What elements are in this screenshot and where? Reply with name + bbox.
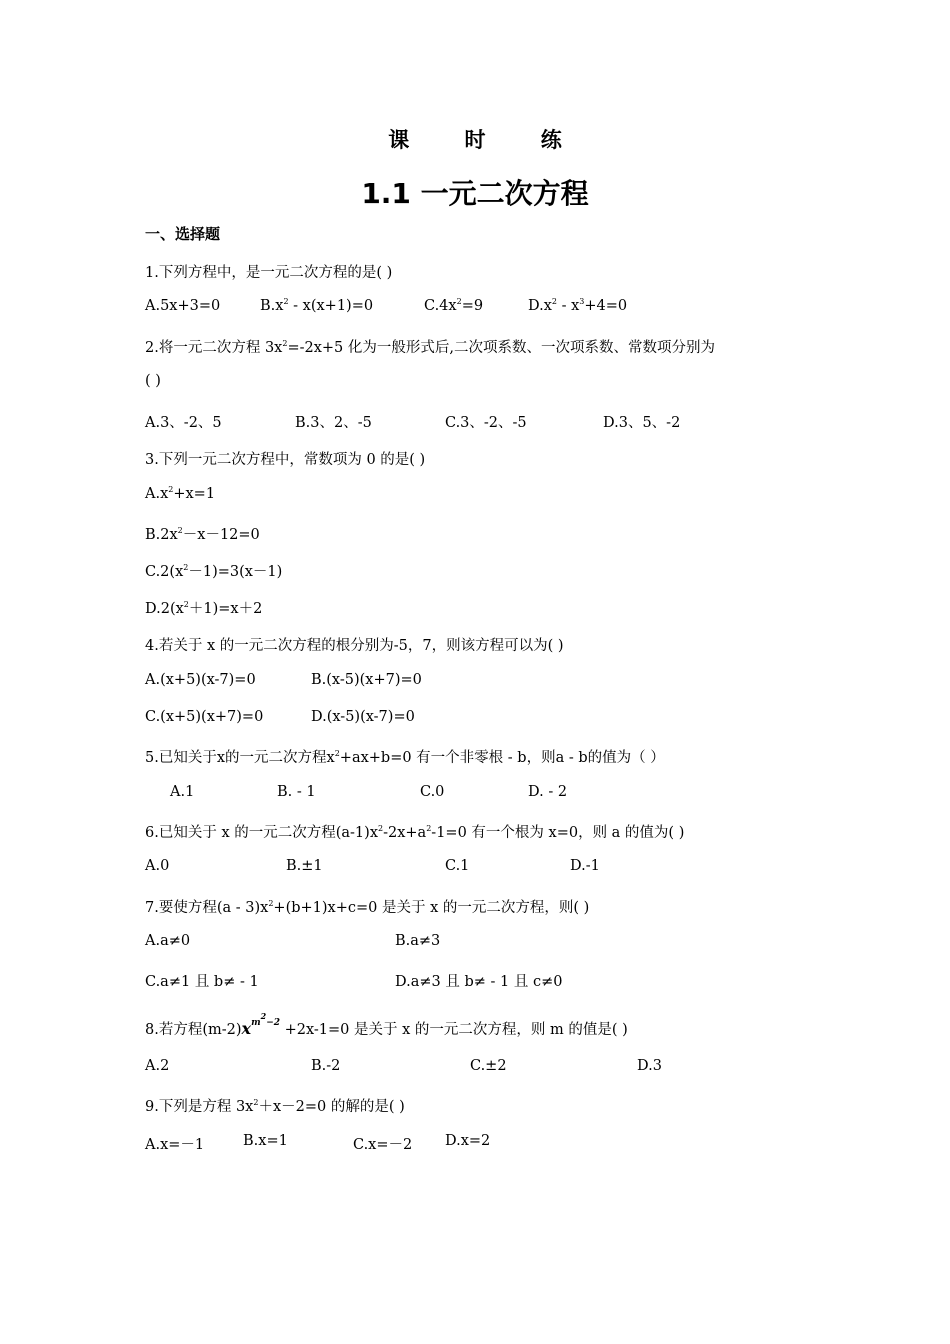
q5-option-c: C.0	[420, 784, 445, 800]
q6-option-b: B.±1	[286, 858, 323, 874]
question-4-stem: 4.若关于 x 的一元二次方程的根分别为-5，7，则该方程可以为( )	[145, 638, 564, 654]
question-7-stem: 7.要使方程$(a - 3)x^2+(b+1)x+c=0$ 是关于 x 的一元二次方程，则( )	[145, 899, 590, 916]
question-6-stem: 6.已知关于 x 的一元二次方程$(a-1)x^2-2x+a^2-1=0$ 有一个根为 x=0，则 a 的值为( )	[145, 824, 685, 841]
q2-option-c: C.3、-2、-5	[445, 415, 527, 431]
q7-option-a: A.a≠0	[145, 933, 191, 949]
section-heading: 一、选择题	[145, 225, 221, 243]
q6-option-d: D.-1	[570, 858, 600, 874]
q2-option-b: B.3、2、-5	[295, 415, 372, 431]
q9-option-a: A.x=－1	[145, 1137, 205, 1153]
question-1-stem: 1.下列方程中，是一元二次方程的是( )	[145, 265, 393, 281]
lesson-title: 1.1 一元二次方程	[361, 177, 589, 210]
q8-option-b: B.-2	[311, 1058, 341, 1074]
q4-option-a: A.(x+5)(x-7)=0	[145, 672, 256, 688]
q6-option-a: A.0	[145, 858, 170, 874]
page-title: 课 时 练	[388, 128, 586, 152]
q6-option-c: C.1	[445, 858, 470, 874]
q5-option-d: D. - 2	[528, 784, 568, 800]
q3-option-d: $D.2(x^2+1)=x+2$	[145, 600, 263, 617]
q8-option-c: C.±2	[470, 1058, 507, 1074]
q9-option-b: B.x=1	[243, 1133, 288, 1149]
q8-option-d: D.3	[637, 1058, 662, 1074]
q1-option-d: $D.x^2 - x^3+4=0$	[528, 297, 628, 314]
q5-option-b: B. - 1	[277, 784, 316, 800]
question-2-stem: 2.将一元二次方程 $3x^2=-2x+5$ 化为一般形式后,二次项系数、一次项系数、常数项分别为	[145, 339, 715, 356]
q7-option-b: B.a≠3	[395, 933, 441, 949]
q3-option-c: $C.2(x^2-1)=3(x-1)$	[145, 563, 283, 580]
q1-option-a: A.5x+3=0	[145, 298, 221, 314]
q4-option-b: B.(x-5)(x+7)=0	[311, 672, 422, 688]
q4-option-d: D.(x-5)(x-7)=0	[311, 709, 415, 725]
q3-option-b: $B.2x^2-x-12=0$	[145, 526, 260, 543]
q4-option-c: C.(x+5)(x+7)=0	[145, 709, 264, 725]
q7-option-c: C.a≠1 且 b≠ - 1	[145, 974, 259, 990]
question-3-stem: 3.下列一元二次方程中，常数项为 0 的是( )	[145, 452, 426, 468]
question-2-stem-cont: ( )	[145, 373, 161, 389]
q2-option-d: D.3、5、-2	[603, 415, 681, 431]
q1-option-c: $C.4x^2=9$	[424, 297, 484, 314]
q1-option-b: $B.x^2 - x(x+1)=0$	[260, 297, 374, 314]
question-8-stem: 8.若方程$(m-2)x^{m^2-2} +2x-1=0$ 是关于 x 的一元二次方程，则 m 的值是( )	[145, 1011, 628, 1038]
question-5-stem: 5.已知关于x的一元二次方程$x^2+ax+b=0$ 有一个非零根 - b，则a - b的值为（ ）	[145, 749, 665, 766]
q2-option-a: A.3、-2、5	[145, 415, 222, 431]
q8-option-a: A.2	[145, 1058, 170, 1074]
q9-option-c: C.x=－2	[353, 1137, 413, 1153]
question-9-stem: 9.下列是方程 $3x^2+x-2=0$ 的解的是( )	[145, 1098, 405, 1115]
q5-option-a: A.1	[170, 784, 195, 800]
q9-option-d: D.x=2	[445, 1133, 491, 1149]
q3-option-a: $A.x^2+x=1$	[145, 485, 216, 502]
q7-option-d: D.a≠3 且 b≠ - 1 且 c≠0	[395, 974, 563, 990]
